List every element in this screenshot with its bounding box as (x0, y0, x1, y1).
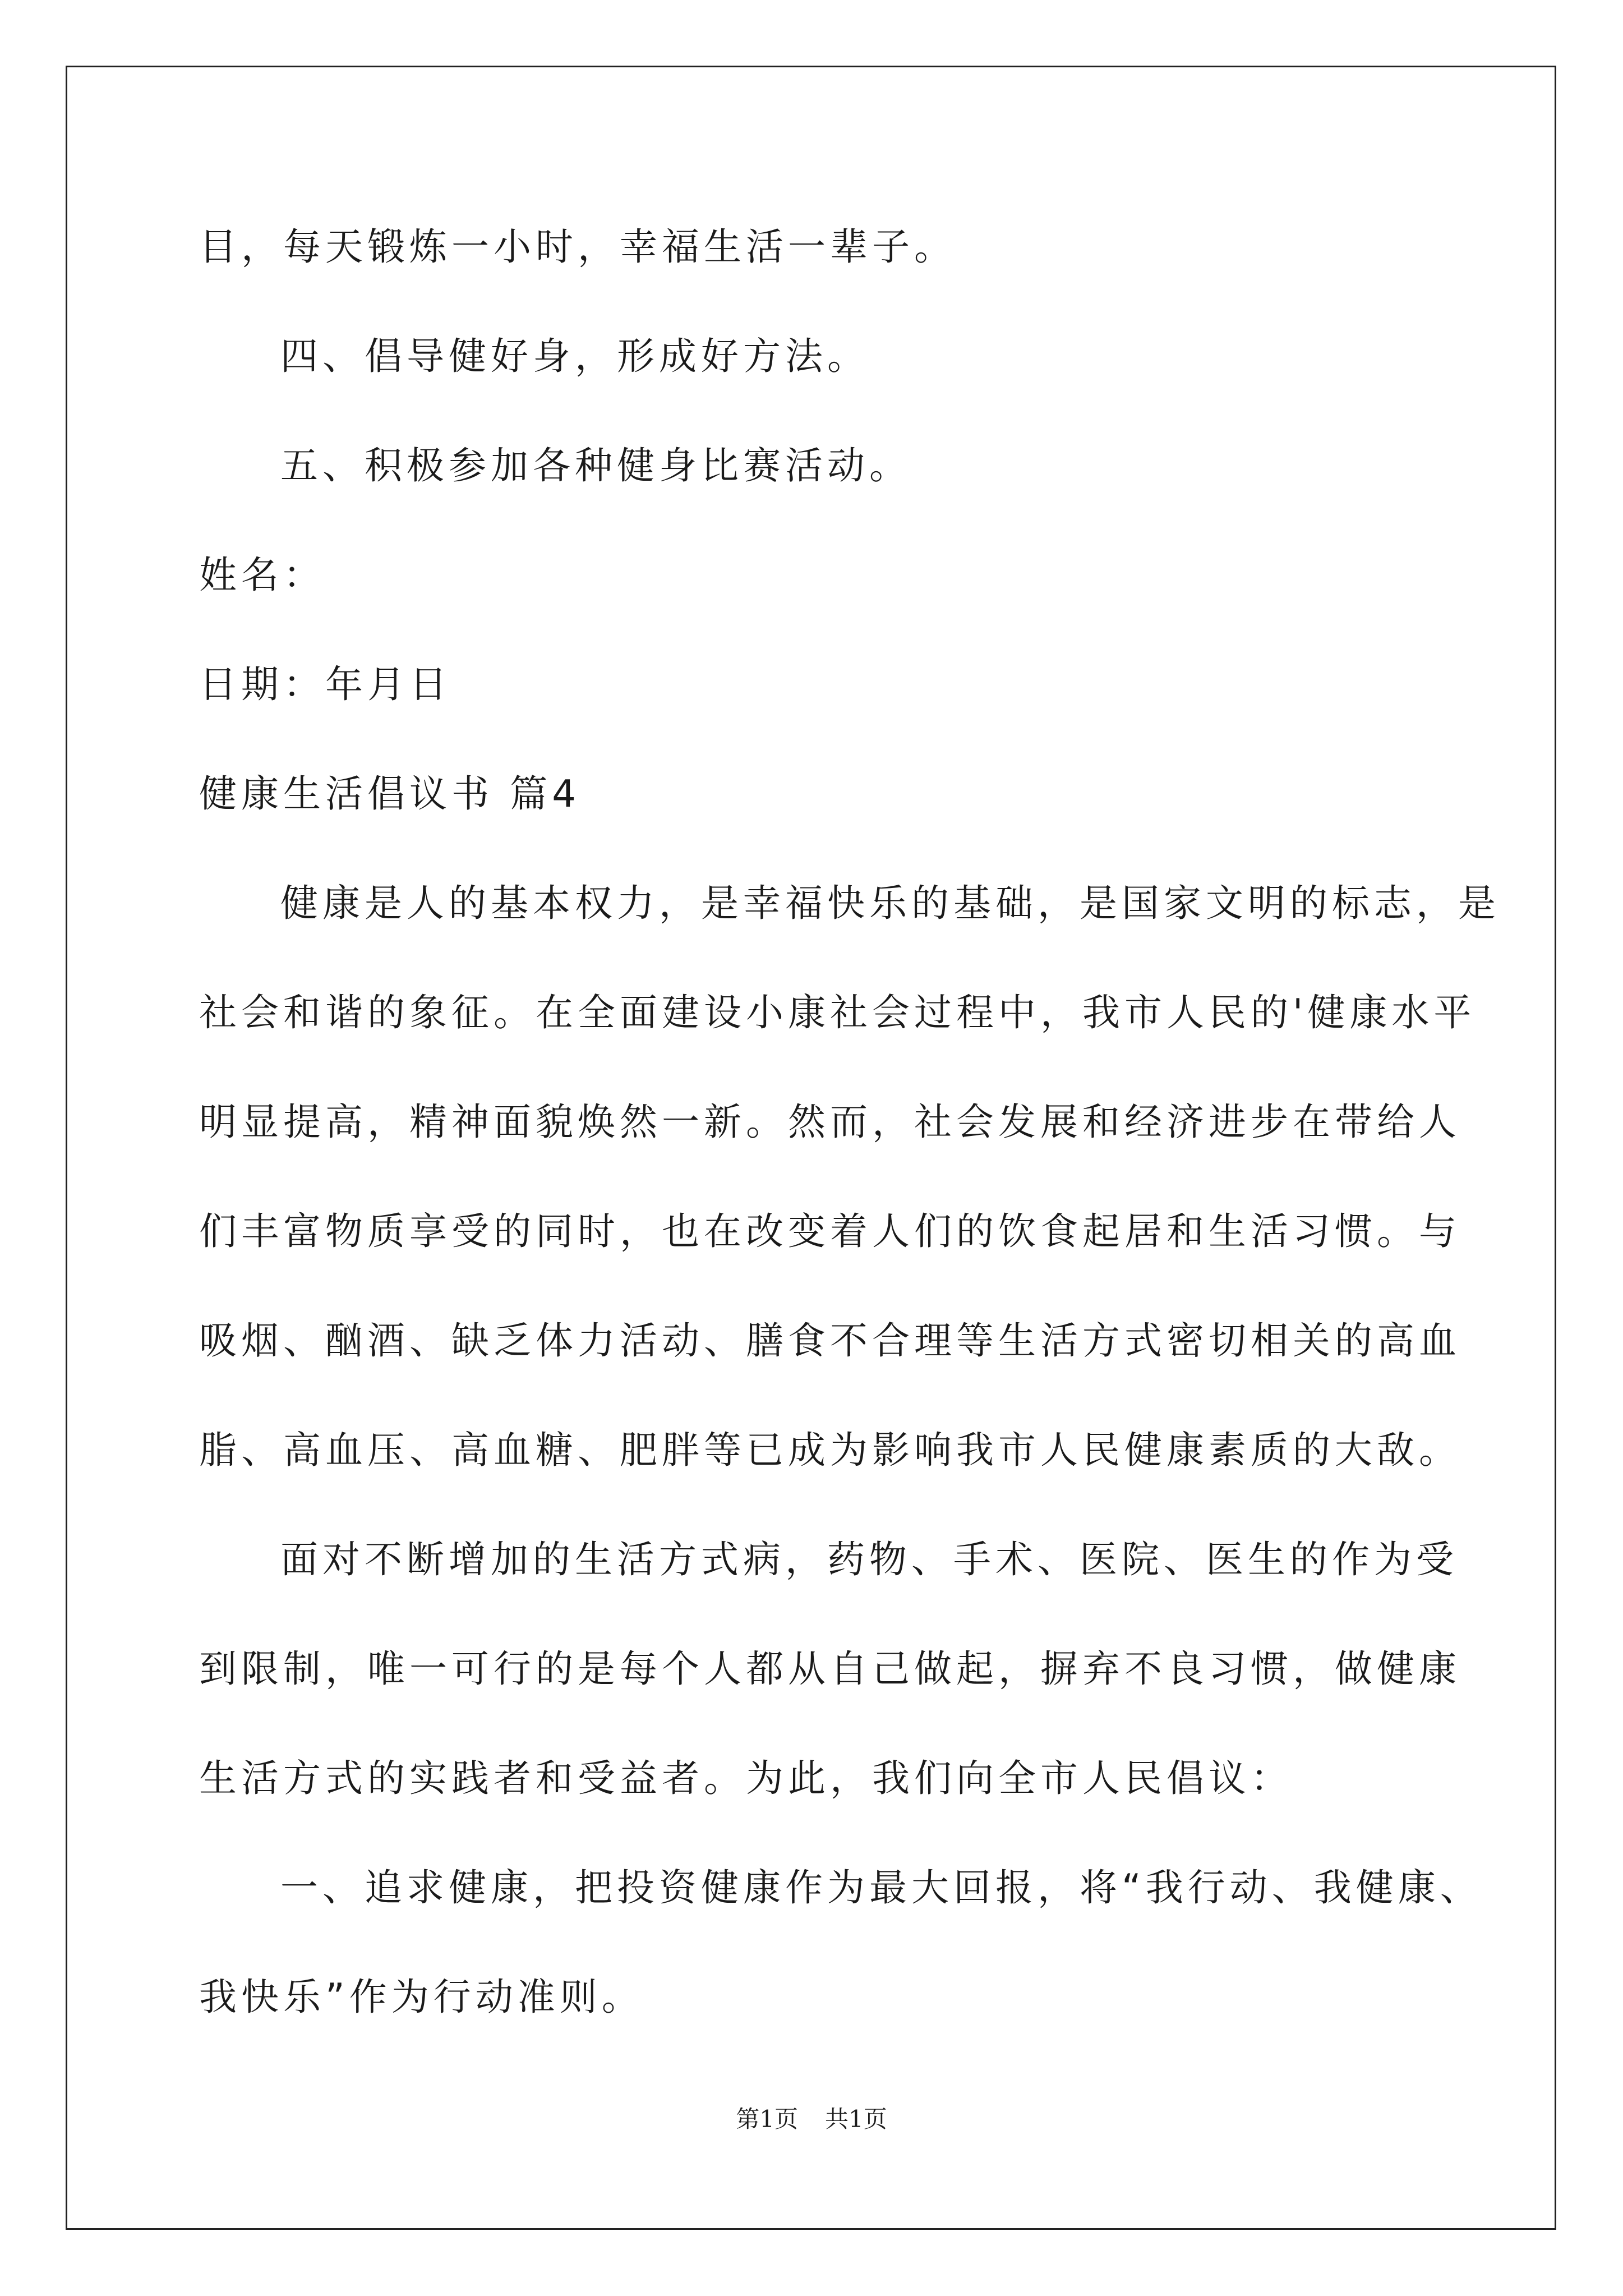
list-item-five: 五、积极参加各种健身比赛活动。 (280, 444, 911, 487)
paragraph-1-line-1: 健康是人的基本权力，是幸福快乐的基础，是国家文明的标志，是 (280, 881, 1500, 925)
body-line-1: 目，每天锻炼一小时，幸福生活一辈子。 (199, 225, 956, 269)
proposal-item-one-line-2: 我快乐”作为行动准则。 (199, 1975, 644, 2019)
paragraph-1-line-2: 社会和谐的象征。在全面建设小康社会过程中，我市人民的'健康水平 (199, 991, 1476, 1034)
paragraph-1-line-5: 吸烟、酗酒、缺乏体力活动、膳食不合理等生活方式密切相关的高血 (199, 1319, 1461, 1363)
section-heading: 健康生活倡议书 篇4 (199, 772, 580, 816)
paragraph-1-line-6: 脂、高血压、高血糖、肥胖等已成为影响我市人民健康素质的大敌。 (199, 1428, 1461, 1472)
paragraph-2-line-2: 到限制，唯一可行的是每个人都从自己做起，摒弃不良习惯，做健康 (199, 1647, 1461, 1691)
date-field-label: 日期：年月日 (199, 662, 451, 706)
name-field-label: 姓名： (199, 553, 325, 597)
list-item-four: 四、倡导健好身，形成好方法。 (280, 334, 869, 378)
proposal-item-one-line-1: 一、追求健康，把投资健康作为最大回报，将“我行动、我健康、 (280, 1866, 1482, 1910)
paragraph-1-line-4: 们丰富物质享受的同时，也在改变着人们的饮食起居和生活习惯。与 (199, 1209, 1461, 1253)
paragraph-1-line-3: 明显提高，精神面貌焕然一新。然而，社会发展和经济进步在带给人 (199, 1100, 1461, 1144)
paragraph-2-line-3: 生活方式的实践者和受益者。为此，我们向全市人民倡议： (199, 1756, 1293, 1800)
page-number: 第1页 (736, 2105, 798, 2133)
page-total: 共1页 (825, 2105, 887, 2133)
page-footer (0, 2102, 1623, 2136)
paragraph-2-line-1: 面对不断增加的生活方式病，药物、手术、医院、医生的作为受 (280, 1538, 1458, 1581)
